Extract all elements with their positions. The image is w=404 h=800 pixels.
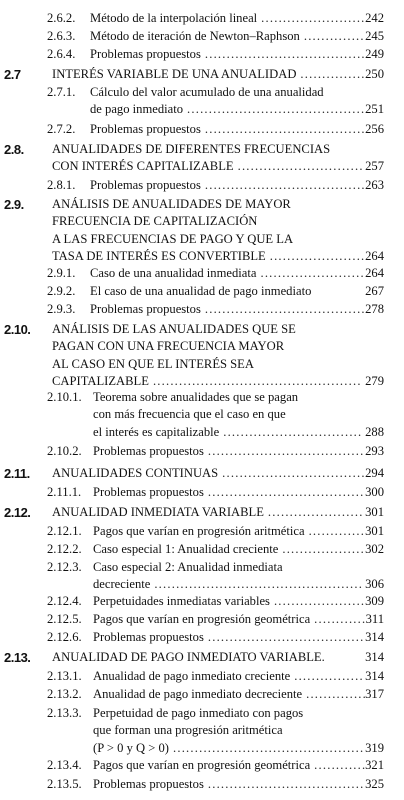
toc-entry-page: 250: [365, 67, 384, 81]
toc-entry-title-line: A LAS FRECUENCIAS DE PAGO Y QUE LA: [52, 231, 294, 246]
dot-leader: ....................................: [207, 444, 365, 458]
toc-entry-page: 267: [365, 284, 384, 298]
toc-entry-title-line: Cálculo del valor acumulado de una anualidad: [90, 85, 324, 99]
toc-entry-title-line: Pagos que varían en progresión aritmética: [93, 524, 305, 538]
dot-leader: ................................................: [152, 374, 362, 389]
dot-leader: .................................: [222, 466, 366, 480]
toc-entry-title-line: con más frecuencia que el caso en que: [93, 407, 286, 422]
toc-entry[interactable]: [0, 485, 392, 502]
dot-leader: .............: [308, 524, 366, 538]
toc-entry-title-line: Caso especial 1: Anualidad creciente: [93, 542, 279, 556]
toc-entry-title-line: AL CASO EN QUE EL INTERÉS SEA: [52, 356, 254, 371]
dot-leader: ......................: [269, 249, 366, 264]
toc-entry-number: 2.6.2.: [47, 11, 76, 25]
toc-entry-page: 319: [365, 740, 384, 755]
dot-leader: ................................................: [154, 577, 364, 592]
toc-entry[interactable]: [0, 122, 392, 139]
toc-entry-number: 2.7.1.: [47, 85, 76, 99]
toc-entry[interactable]: [0, 47, 392, 64]
dot-leader: ...................: [282, 542, 365, 556]
toc-entry-number: 2.7.2.: [47, 122, 76, 136]
toc-entry-number: 2.13.3.: [47, 706, 82, 720]
toc-entry[interactable]: [0, 524, 392, 541]
toc-entry[interactable]: [0, 560, 392, 595]
toc-entry[interactable]: [0, 284, 392, 301]
toc-entry-number: 2.6.3.: [47, 29, 76, 43]
toc-entry-title-line: Problemas propuestos: [93, 485, 204, 499]
toc-entry-title-line: que forman una progresión aritmética: [93, 723, 283, 738]
dot-leader: ............: [314, 612, 367, 626]
toc-entry-title-line: (P > 0 y Q > 0): [93, 740, 170, 755]
toc-entry[interactable]: [0, 142, 392, 177]
toc-entry-page: 251: [365, 102, 384, 117]
dot-leader: ..............: [303, 29, 365, 43]
toc-entry[interactable]: [0, 777, 392, 794]
toc-entry-page: 321: [365, 758, 384, 772]
dot-leader: ........................: [260, 266, 365, 280]
toc-entry-title-line: Método de la interpolación lineal: [90, 11, 258, 25]
toc-entry[interactable]: [0, 630, 392, 647]
toc-entry-title-line: Pagos que varían en progresión geométrica: [93, 612, 311, 626]
toc-entry-title-line: Perpetuidades inmediatas variables: [93, 594, 270, 608]
toc-entry[interactable]: [0, 322, 392, 392]
toc-entry-title-line: Método de iteración de Newton–Raphson: [90, 29, 300, 43]
toc-entry-number: 2.10.1.: [47, 390, 82, 404]
dot-leader: .....................................: [204, 302, 366, 316]
toc-entry-page: 325: [365, 777, 384, 791]
toc-entry-number: 2.9.: [4, 197, 24, 212]
dot-leader: ....................................: [207, 485, 365, 499]
toc-entry-number: 2.12.6.: [47, 630, 82, 644]
dot-leader: ........................: [261, 11, 366, 25]
toc-entry-number: 2.10.: [4, 322, 31, 337]
toc-entry-number: 2.8.: [4, 142, 24, 157]
toc-entry-page: 306: [365, 577, 384, 592]
toc-entry-title-line: FRECUENCIA DE CAPITALIZACIÓN: [52, 214, 258, 229]
toc-entry[interactable]: [0, 669, 392, 686]
toc-entry[interactable]: [0, 197, 392, 267]
toc-entry-title-line: ANUALIDADES DE DIFERENTES FRECUENCIAS: [52, 142, 331, 156]
toc-entry-number: 2.12.3.: [47, 560, 82, 574]
dot-leader: .............................: [237, 159, 364, 174]
toc-entry[interactable]: [0, 612, 392, 629]
toc-entry[interactable]: [0, 594, 392, 611]
dot-leader: ................................: [223, 424, 363, 439]
toc-entry[interactable]: [0, 687, 392, 704]
toc-entry-title-line: decreciente: [93, 577, 151, 592]
toc-entry-page: 263: [365, 178, 384, 192]
toc-entry-title-line: Caso especial 2: Anualidad inmediata: [93, 560, 283, 574]
dot-leader: ....................................: [207, 777, 365, 791]
dot-leader: ............................................: [173, 740, 365, 755]
toc-entry-title-line: CAPITALIZABLE: [52, 374, 149, 389]
toc-entry-number: 2.12.1.: [47, 524, 82, 538]
dot-leader: .....................................: [204, 178, 366, 192]
dot-leader: ..............: [306, 687, 367, 701]
toc-entry-title-line: ANUALIDADES CONTINUAS: [52, 466, 219, 480]
toc-entry-page: 257: [365, 159, 384, 174]
toc-entry-page: 264: [365, 249, 384, 264]
dot-leader: .....................: [273, 594, 366, 608]
toc-entry-title-line: el interés es capitalizable: [93, 424, 220, 439]
toc-entry-title-line: Caso de una anualidad inmediata: [90, 266, 257, 280]
toc-entry-page: 264: [365, 266, 384, 280]
toc-entry-page: 302: [365, 542, 384, 556]
toc-entry[interactable]: [0, 85, 392, 120]
dot-leader: ...............: [300, 67, 366, 81]
toc-entry-number: 2.13.: [4, 650, 31, 665]
toc-entry-title-line: INTERÉS VARIABLE DE UNA ANUALIDAD: [52, 67, 297, 81]
dot-leader: ......................: [267, 505, 364, 519]
dot-leader: ............: [314, 758, 367, 772]
toc-entry-number: 2.12.2.: [47, 542, 82, 556]
toc-entry-title-line: Problemas propuestos: [90, 178, 201, 192]
toc-entry[interactable]: [0, 29, 392, 46]
toc-entry-title-line: Teorema sobre anualidades que se pagan: [93, 390, 299, 404]
toc-entry[interactable]: [0, 67, 392, 84]
toc-entry-page: 314: [365, 669, 384, 683]
toc-entry-title-line: ANÁLISIS DE LAS ANUALIDADES QUE SE: [52, 322, 296, 336]
toc-entry-page: 293: [365, 444, 384, 458]
toc-entry-title-line: Problemas propuestos: [90, 122, 201, 136]
toc-entry[interactable]: [0, 466, 392, 483]
toc-entry-page: 314: [365, 650, 384, 664]
toc-entry-title-line: Anualidad de pago inmediato creciente: [93, 669, 291, 683]
toc-entry-page: 279: [365, 374, 384, 389]
toc-entry[interactable]: [0, 706, 392, 758]
toc-entry-number: 2.12.: [4, 505, 31, 520]
toc-entry-title-line: de pago inmediato: [90, 102, 184, 117]
toc-entry-number: 2.11.1.: [47, 485, 82, 499]
toc-entry-page: 245: [365, 29, 384, 43]
toc-entry-number: 2.8.1.: [47, 178, 76, 192]
toc-entry-title-line: Problemas propuestos: [93, 444, 204, 458]
toc-entry[interactable]: [0, 302, 392, 319]
toc-entry-title-line: Problemas propuestos: [93, 630, 204, 644]
toc-entry-number: 2.13.5.: [47, 777, 82, 791]
toc-entry-title-line: Anualidad de pago inmediato decreciente: [93, 687, 303, 701]
dot-leader: ................: [294, 669, 364, 683]
toc-entry[interactable]: [0, 178, 392, 195]
toc-entry-page: 256: [365, 122, 384, 136]
toc-entry-page: 317: [365, 687, 384, 701]
dot-leader: .....................................: [204, 47, 366, 61]
toc-entry[interactable]: [0, 11, 392, 28]
toc-entry-title-line: TASA DE INTERÉS ES CONVERTIBLE: [52, 249, 266, 264]
toc-entry[interactable]: [0, 650, 392, 667]
toc-entry[interactable]: [0, 505, 392, 522]
toc-entry-number: 2.11.: [4, 466, 30, 481]
toc-entry-page: 301: [365, 524, 384, 538]
toc-entry-page: 314: [365, 630, 384, 644]
toc-entry[interactable]: [0, 266, 392, 283]
toc-entry-title-line: ANUALIDAD INMEDIATA VARIABLE: [52, 505, 264, 519]
toc-entry-number: 2.10.2.: [47, 444, 82, 458]
toc-entry-title-line: CON INTERÉS CAPITALIZABLE: [52, 159, 234, 174]
toc-entry-page: 294: [365, 466, 384, 480]
toc-entry-number: 2.9.2.: [47, 284, 76, 298]
toc-entry-title-line: ANUALIDAD DE PAGO INMEDIATO VARIABLE.: [52, 650, 325, 664]
toc-entry-title-line: Problemas propuestos: [93, 777, 204, 791]
toc-entry-number: 2.6.4.: [47, 47, 76, 61]
toc-entry-number: 2.13.2.: [47, 687, 82, 701]
toc-entry-title-line: Pagos que varían en progresión geométrica: [93, 758, 311, 772]
dot-leader: .........................................: [187, 102, 366, 117]
toc-entry-title-line: Problemas propuestos: [90, 302, 201, 316]
dot-leader: ....................................: [207, 630, 365, 644]
toc-entry-page: 301: [365, 505, 384, 519]
toc-entry-number: 2.7: [4, 67, 21, 82]
toc-entry[interactable]: [0, 758, 392, 775]
toc-entry-number: 2.9.3.: [47, 302, 76, 316]
toc-entry-number: 2.13.4.: [47, 758, 82, 772]
toc-entry-title-line: PAGAN CON UNA FRECUENCIA MAYOR: [52, 339, 285, 354]
toc-entry-title-line: Problemas propuestos: [90, 47, 201, 61]
toc-entry[interactable]: [0, 542, 392, 559]
toc-entry-page: 249: [365, 47, 384, 61]
toc-entry-page: 288: [365, 424, 384, 439]
toc-entry[interactable]: [0, 390, 392, 442]
toc-entry-page: 311: [365, 612, 384, 626]
toc-entry[interactable]: [0, 444, 392, 461]
toc-entry-page: 278: [365, 302, 384, 316]
toc-entry-title-line: ANÁLISIS DE ANUALIDADES DE MAYOR: [52, 197, 291, 211]
toc-entry-number: 2.13.1.: [47, 669, 82, 683]
toc-entry-page: 242: [365, 11, 384, 25]
toc-entry-title-line: Perpetuidad de pago inmediato con pagos: [93, 706, 304, 720]
dot-leader: .....................................: [204, 122, 366, 136]
toc-entry-number: 2.12.5.: [47, 612, 82, 626]
toc-entry-number: 2.9.1.: [47, 266, 76, 280]
toc-entry-page: 300: [365, 485, 384, 499]
toc-entry-title-line: El caso de una anualidad de pago inmediato: [90, 284, 312, 298]
toc-entry-page: 309: [365, 594, 384, 608]
toc-entry-number: 2.12.4.: [47, 594, 82, 608]
